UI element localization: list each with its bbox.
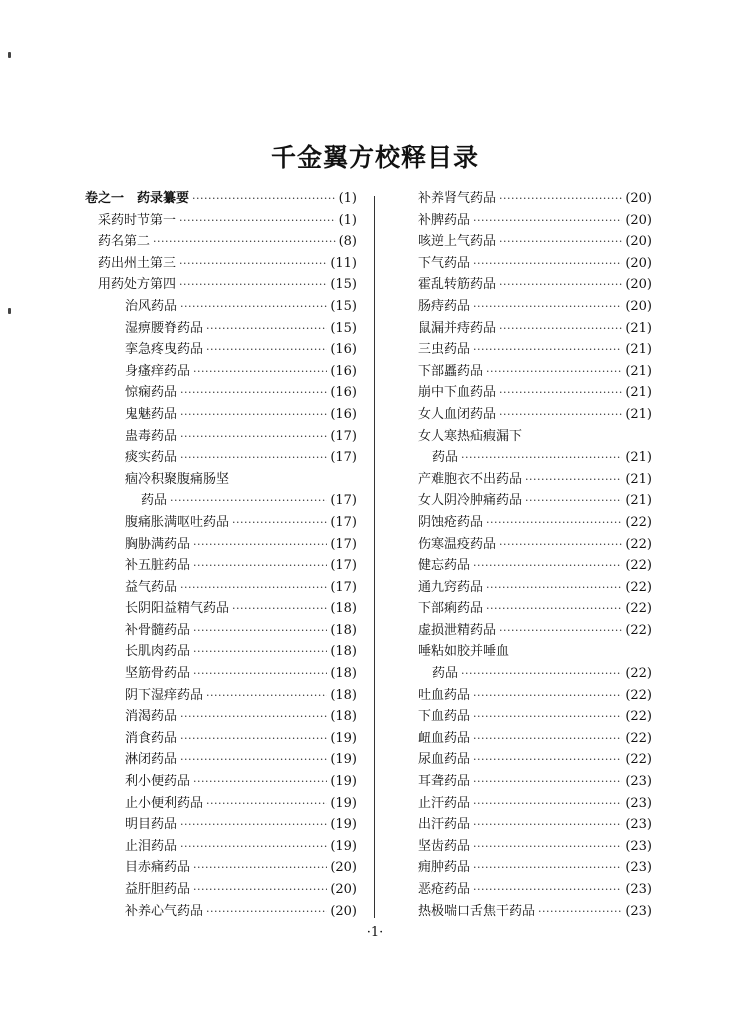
toc-entry (85, 318, 357, 340)
toc-leader-dots (179, 253, 327, 275)
toc-leader-dots (180, 296, 327, 318)
toc-leader-dots (193, 361, 327, 383)
toc-entry (85, 274, 357, 296)
toc-leader-dots (180, 836, 327, 858)
toc-entry-title: 消渴药品 (125, 709, 178, 725)
page-title: 千金翼方校释目录 (270, 143, 479, 172)
toc-entry-title: 女人寒热疝瘕漏下 (418, 428, 523, 444)
toc-leader-dots (193, 555, 327, 577)
toc-leader-dots (193, 663, 327, 685)
toc-entry-page: (17) (330, 536, 357, 552)
toc-entry (412, 577, 652, 599)
toc-entry (412, 663, 652, 685)
toc-entry-title: 阴下湿痒药品 (125, 687, 204, 703)
toc-entry-title: 补养肾气药品 (418, 191, 497, 206)
toc-leader-dots (232, 512, 327, 534)
toc-entry (412, 836, 652, 858)
toc-leader-dots (179, 274, 327, 296)
toc-entry-page: (22) (625, 558, 652, 574)
toc-entry-page: (20) (330, 882, 357, 897)
toc-entry-page: (21) (625, 406, 652, 422)
toc-entry (85, 901, 357, 923)
toc-leader-dots (473, 879, 622, 901)
toc-leader-dots (473, 210, 622, 232)
toc-entry-page: (1) (338, 191, 357, 206)
toc-leader-dots (499, 382, 622, 404)
toc-leader-dots (232, 598, 327, 620)
toc-entry (85, 749, 357, 771)
toc-entry-page: (21) (625, 493, 652, 509)
toc-entry (412, 404, 652, 426)
toc-entry-title: 通九窍药品 (418, 579, 484, 595)
toc-entry-page: (19) (330, 817, 357, 833)
toc-entry (85, 728, 357, 750)
toc-leader-dots (473, 296, 622, 318)
toc-entry (412, 641, 652, 663)
toc-entry-page: (18) (330, 644, 357, 660)
toc-leader-dots (473, 749, 622, 771)
toc-entry-page: (23) (625, 903, 652, 919)
toc-entry (412, 728, 652, 750)
toc-entry (85, 512, 357, 534)
toc-entry-page: (16) (330, 385, 357, 401)
toc-entry-title: 崩中下血药品 (418, 385, 497, 401)
toc-entry (85, 879, 357, 901)
toc-entry-page: (22) (625, 514, 652, 530)
toc-entry-page: (22) (625, 536, 652, 552)
toc-entry (85, 793, 357, 815)
toc-leader-dots (538, 901, 622, 923)
toc-leader-dots (180, 728, 327, 750)
toc-leader-dots (179, 210, 336, 232)
toc-entry-page: (18) (330, 622, 357, 638)
toc-entry (412, 706, 652, 728)
toc-leader-dots (486, 577, 622, 599)
toc-entry-title: 三虫药品 (418, 342, 471, 358)
toc-entry (85, 447, 357, 469)
toc-entry (412, 620, 652, 642)
toc-entry (85, 534, 357, 556)
toc-leader-dots (473, 728, 622, 750)
toc-leader-dots (486, 361, 622, 383)
toc-entry-title: 胸胁满药品 (125, 536, 191, 552)
toc-entry (85, 253, 357, 275)
toc-entry (85, 663, 357, 685)
toc-entry (85, 577, 357, 599)
toc-entry (412, 426, 652, 448)
toc-leader-dots (180, 706, 327, 728)
toc-entry-page: (22) (625, 579, 652, 595)
toc-entry (85, 857, 357, 879)
toc-entry (85, 426, 357, 448)
toc-entry (412, 469, 652, 491)
toc-leader-dots (206, 685, 327, 707)
toc-entry (412, 879, 652, 901)
toc-entry-title: 止小便利药品 (125, 795, 204, 811)
toc-leader-dots (499, 188, 622, 210)
toc-leader-dots (180, 404, 327, 426)
toc-entry-page: (21) (625, 363, 652, 379)
toc-entry-title: 耳聋药品 (418, 774, 471, 790)
toc-entry-page: (8) (338, 234, 357, 250)
toc-entry (412, 490, 652, 512)
scan-speck (8, 308, 11, 314)
toc-leader-dots (473, 706, 622, 728)
toc-entry-title: 痰实药品 (125, 450, 178, 466)
toc-leader-dots (461, 663, 622, 685)
toc-leader-dots (499, 318, 622, 340)
toc-entry-title: 下部䘌药品 (418, 363, 484, 379)
toc-entry-title: 产难胞衣不出药品 (418, 471, 523, 487)
toc-entry (412, 685, 652, 707)
toc-leader-dots (486, 512, 622, 534)
toc-leader-dots (180, 426, 327, 448)
toc-leader-dots (180, 577, 327, 599)
toc-leader-dots (153, 231, 336, 253)
toc-entry-page: (16) (330, 406, 357, 422)
toc-entry-page: (21) (625, 342, 652, 358)
toc-entry-page: (17) (330, 428, 357, 444)
toc-entry-page: (17) (330, 558, 357, 574)
toc-entry (85, 814, 357, 836)
toc-entry-page: (16) (330, 363, 357, 379)
toc-entry-title: 益气药品 (125, 579, 178, 595)
toc-entry-page: (19) (330, 774, 357, 790)
toc-entry-title: 明目药品 (125, 817, 178, 833)
toc-entry-title: 吐血药品 (418, 687, 471, 703)
toc-entry-page: (19) (330, 838, 357, 854)
toc-leader-dots (193, 620, 327, 642)
toc-entry (85, 382, 357, 404)
toc-right-column (412, 188, 652, 922)
toc-entry-page: (22) (625, 601, 652, 617)
toc-entry (412, 253, 652, 275)
toc-entry-title: 痈肿药品 (418, 860, 471, 876)
toc-leader-dots (180, 814, 327, 836)
toc-entry-title: 恶疮药品 (418, 882, 471, 897)
toc-entry-page: (1) (338, 212, 357, 228)
toc-entry-title: 止汗药品 (418, 795, 471, 811)
toc-leader-dots (473, 685, 622, 707)
toc-entry-page: (16) (330, 342, 357, 358)
toc-entry-page: (22) (625, 730, 652, 746)
toc-entry-page: (23) (625, 817, 652, 833)
toc-entry-page: (19) (330, 795, 357, 811)
toc-entry-page: (22) (625, 709, 652, 725)
toc-leader-dots (525, 469, 622, 491)
toc-entry-title: 药品 (432, 450, 459, 466)
toc-entry-title: 腹痛胀满呕吐药品 (125, 514, 230, 530)
toc-leader-dots (473, 339, 622, 361)
toc-entry-page: (20) (625, 191, 652, 206)
toc-entry (412, 512, 652, 534)
toc-leader-dots (192, 188, 336, 210)
toc-leader-dots (473, 771, 622, 793)
toc-entry (412, 274, 652, 296)
toc-entry (85, 836, 357, 858)
toc-leader-dots (193, 771, 327, 793)
toc-entry-title: 唾粘如胶并唾血 (418, 644, 510, 660)
toc-entry-page: (15) (330, 277, 357, 293)
toc-entry (85, 685, 357, 707)
toc-entry-title: 鬼魅药品 (125, 406, 178, 422)
toc-entry (85, 210, 357, 232)
toc-leader-dots (180, 382, 327, 404)
toc-entry-title: 女人血闭药品 (418, 406, 497, 422)
toc-entry-title: 药名第二 (98, 234, 151, 250)
toc-leader-dots (206, 339, 327, 361)
toc-entry-page: (22) (625, 687, 652, 703)
toc-entry-title: 肠痔药品 (418, 298, 471, 314)
toc-leader-dots (473, 793, 622, 815)
toc-entry-title: 出汗药品 (418, 817, 471, 833)
toc-entry-title: 咳逆上气药品 (418, 234, 497, 250)
toc-entry-title: 衄血药品 (418, 730, 471, 746)
toc-entry-title: 淋闭药品 (125, 752, 178, 768)
toc-leader-dots (193, 879, 327, 901)
toc-entry-title: 目赤痛药品 (125, 860, 191, 876)
toc-entry-title: 伤寒温疫药品 (418, 536, 497, 552)
toc-entry (412, 447, 652, 469)
toc-entry-title: 药品 (432, 666, 459, 682)
toc-leader-dots (473, 253, 622, 275)
toc-entry-title: 补养心气药品 (125, 903, 204, 919)
toc-entry-page: (20) (330, 903, 357, 919)
toc-entry (412, 771, 652, 793)
toc-entry-page: (20) (330, 860, 357, 876)
toc-entry-title: 采药时节第一 (98, 212, 177, 228)
toc-entry-page: (18) (330, 687, 357, 703)
toc-entry (412, 901, 652, 923)
toc-entry-title: 虚损泄精药品 (418, 622, 497, 638)
toc-entry-title: 药出州土第三 (98, 255, 177, 271)
toc-entry (85, 404, 357, 426)
toc-entry (85, 469, 357, 491)
toc-entry-title: 下气药品 (418, 255, 471, 271)
toc-entry-page: (18) (330, 709, 357, 725)
toc-entry (85, 361, 357, 383)
toc-entry-page: (22) (625, 622, 652, 638)
toc-leader-dots (473, 814, 622, 836)
toc-entry-title: 长肌肉药品 (125, 644, 191, 660)
toc-entry (412, 534, 652, 556)
toc-entry-page: (15) (330, 320, 357, 336)
toc-leader-dots (193, 534, 327, 556)
toc-entry-title: 药品 (141, 493, 168, 509)
toc-entry-title: 鼠漏并痔药品 (418, 320, 497, 336)
toc-entry-title: 女人阴冷肿痛药品 (418, 493, 523, 509)
toc-entry-title: 补骨髓药品 (125, 622, 191, 638)
toc-entry-title: 治风药品 (125, 298, 178, 314)
toc-entry-title: 坚齿药品 (418, 838, 471, 854)
toc-entry (412, 814, 652, 836)
toc-entry-title: 补五脏药品 (125, 558, 191, 574)
toc-entry (85, 296, 357, 318)
toc-entry-page: (23) (625, 795, 652, 811)
toc-entry (412, 231, 652, 253)
toc-entry-page: (15) (330, 298, 357, 314)
toc-entry-title: 挛急疼曳药品 (125, 342, 204, 358)
toc-entry (85, 598, 357, 620)
toc-entry-title: 长阴阳益精气药品 (125, 601, 230, 617)
toc-entry-page: (21) (625, 320, 652, 336)
toc-entry-page: (19) (330, 730, 357, 746)
column-divider (374, 196, 375, 918)
toc-leader-dots (499, 231, 622, 253)
toc-entry-page: (17) (330, 493, 357, 509)
toc-entry (412, 361, 652, 383)
toc-entry (412, 188, 652, 210)
toc-entry-page: (17) (330, 450, 357, 466)
toc-entry-page: (23) (625, 774, 652, 790)
toc-entry-title: 阴蚀疮药品 (418, 514, 484, 530)
toc-leader-dots (170, 490, 327, 512)
toc-entry-title: 卷之一 药录纂要 (85, 191, 190, 206)
toc-leader-dots (499, 534, 622, 556)
toc-entry (85, 188, 357, 210)
toc-entry-title: 痼冷积聚腹痛肠坚 (125, 471, 230, 487)
page-number: ·1· (366, 925, 384, 940)
toc-entry (85, 339, 357, 361)
toc-leader-dots (473, 836, 622, 858)
toc-entry-page: (20) (625, 234, 652, 250)
toc-entry-page: (18) (330, 601, 357, 617)
toc-entry-title: 下血药品 (418, 709, 471, 725)
toc-leader-dots (206, 793, 327, 815)
toc-leader-dots (193, 857, 327, 879)
toc-entry-page: (18) (330, 666, 357, 682)
toc-leader-dots (499, 404, 622, 426)
toc-leader-dots (206, 318, 327, 340)
toc-entry (85, 706, 357, 728)
toc-entry (412, 857, 652, 879)
toc-entry-page: (11) (330, 255, 357, 271)
toc-entry-title: 热极喘口舌焦干药品 (418, 903, 536, 919)
toc-entry-title: 下部痢药品 (418, 601, 484, 617)
toc-leader-dots (180, 447, 327, 469)
toc-entry-page: (20) (625, 212, 652, 228)
toc-leader-dots (461, 447, 622, 469)
toc-entry (412, 598, 652, 620)
toc-leader-dots (499, 274, 622, 296)
toc-entry (412, 210, 652, 232)
toc-entry-title: 霍乱转筋药品 (418, 277, 497, 293)
toc-entry (412, 555, 652, 577)
toc-entry-page: (21) (625, 471, 652, 487)
toc-entry-title: 止泪药品 (125, 838, 178, 854)
toc-entry-title: 湿痹腰脊药品 (125, 320, 204, 336)
toc-entry (412, 749, 652, 771)
toc-entry (85, 231, 357, 253)
toc-entry-title: 利小便药品 (125, 774, 191, 790)
toc-entry-page: (23) (625, 838, 652, 854)
toc-leader-dots (180, 749, 327, 771)
toc-entry (85, 771, 357, 793)
toc-entry-title: 消食药品 (125, 730, 178, 746)
toc-entry-title: 尿血药品 (418, 752, 471, 768)
toc-entry-page: (20) (625, 255, 652, 271)
toc-entry (85, 555, 357, 577)
toc-entry (85, 641, 357, 663)
toc-leader-dots (473, 555, 622, 577)
toc-entry (85, 490, 357, 512)
toc-entry (412, 296, 652, 318)
toc-leader-dots (206, 901, 327, 923)
toc-entry (412, 793, 652, 815)
toc-entry (85, 620, 357, 642)
toc-left-column (85, 188, 357, 922)
toc-leader-dots (193, 641, 327, 663)
toc-leader-dots (486, 598, 622, 620)
toc-leader-dots (473, 857, 622, 879)
toc-entry-page: (17) (330, 514, 357, 530)
toc-entry-page: (22) (625, 666, 652, 682)
toc-entry-page: (21) (625, 450, 652, 466)
toc-entry-title: 惊痫药品 (125, 385, 178, 401)
toc-leader-dots (525, 490, 622, 512)
toc-entry-page: (20) (625, 277, 652, 293)
toc-entry-title: 蛊毒药品 (125, 428, 178, 444)
toc-entry-page: (22) (625, 752, 652, 768)
toc-entry (412, 318, 652, 340)
toc-entry-title: 身瘙痒药品 (125, 363, 191, 379)
toc-entry-page: (20) (625, 298, 652, 314)
toc-entry-page: (19) (330, 752, 357, 768)
scan-speck (8, 52, 11, 58)
toc-entry-page: (17) (330, 579, 357, 595)
toc-entry-page: (21) (625, 385, 652, 401)
toc-entry (412, 339, 652, 361)
toc-entry-title: 坚筋骨药品 (125, 666, 191, 682)
toc-entry-title: 用药处方第四 (98, 277, 177, 293)
toc-leader-dots (499, 620, 622, 642)
toc-entry-title: 补脾药品 (418, 212, 471, 228)
toc-entry-title: 益肝胆药品 (125, 882, 191, 897)
toc-entry (412, 382, 652, 404)
toc-entry-page: (23) (625, 882, 652, 897)
toc-entry-title: 健忘药品 (418, 558, 471, 574)
toc-entry-page: (23) (625, 860, 652, 876)
